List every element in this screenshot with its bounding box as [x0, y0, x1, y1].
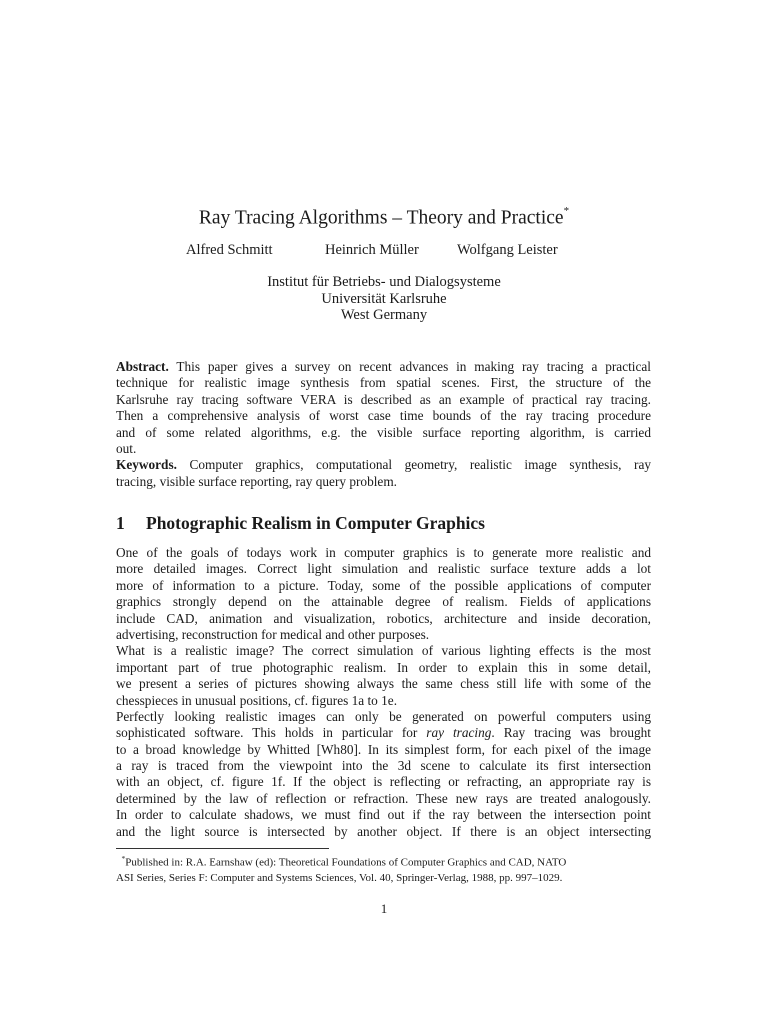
body-line: we present a series of pictures showing always the same chess still life with some of the [116, 676, 651, 692]
body-line: What is a realistic image? The correct simulation of various lighting effects is the most [116, 643, 651, 659]
abstract-line: out. [116, 440, 137, 456]
title-footnote-mark: * [563, 205, 570, 217]
body-line: Perfectly looking realistic images can only be generated on powerful computers using [116, 708, 651, 724]
abstract-line: Abstract. This paper gives a survey on recent advances in making ray tracing a practical [116, 359, 651, 374]
body-line: advertising, reconstruction for medical and other purposes. [116, 626, 430, 642]
body-line: with an object, cf. figure 1f. If the object is reflecting or refracting, an appropriate ray is [116, 774, 651, 790]
abstract-label: Abstract. [116, 359, 169, 374]
page-number: 1 [380, 901, 388, 916]
footnote-divider [116, 848, 329, 849]
body-line: include CAD, animation and visualization, robotics, architecture and inside decoration, [116, 610, 651, 626]
title-text: Ray Tracing Algorithms – Theory and Practice [198, 207, 564, 229]
body-line: to a broad knowledge by Whitted [Wh80]. In its simplest form, for each pixel of the image [116, 741, 651, 757]
body-line: graphics strongly depend on the attainable degree of realism. Fields of applications [116, 594, 651, 610]
emphasis-ray-tracing: ray tracing [426, 725, 492, 741]
affiliation-line: Universität Karlsruhe [321, 290, 447, 307]
abstract-line: Then a comprehensive analysis of worst case time bounds of the ray tracing procedure [116, 408, 651, 424]
keywords-label: Keywords. [116, 457, 177, 473]
abstract-line: technique for realistic image synthesis from spatial scenes. First, the structure of the [116, 375, 651, 391]
footnote [116, 851, 651, 887]
affiliation-line: Institut für Betriebs- und Dialogsysteme [267, 274, 501, 290]
body-line: important part of true photographic realism. In order to explain this in some detail, [116, 659, 651, 675]
body-line: sophisticated software. This holds in particular for ray tracing. Ray tracing was brought [116, 725, 651, 741]
author-name: Alfred Schmitt [186, 242, 273, 258]
section-title: Photographic Realism in Computer Graphics [146, 513, 485, 533]
body-text [116, 545, 651, 840]
body-line: determined by the law of reflection or refraction. These new rays are treated analogously. [116, 790, 651, 806]
body-line: One of the goals of todays work in computer graphics is to generate more realistic and [116, 545, 651, 560]
keywords-line: Keywords. Computer graphics, computational geometry, realistic image synthesis, ray [116, 457, 651, 473]
footnote-line: ASI Series, Series F: Computer and Systems Sciences, Vol. 40, Springer-Verlag, 1988, pp. 997–1029. [116, 872, 563, 885]
body-line: more detailed images. Correct light simulation and realistic surface texture adds a lot [116, 561, 651, 577]
section-heading [116, 512, 656, 534]
affiliation-line: West Germany [340, 307, 428, 323]
abstract-line: and of some related algorithms, e.g. the visible surface reporting algorithm, is carried [116, 424, 651, 440]
body-line: In order to calculate shadows, we must find out if the ray between the intersection point [116, 807, 651, 823]
author-list [0, 242, 768, 262]
section-number: 1 [116, 513, 125, 533]
footnote-mark: * [121, 854, 126, 863]
body-line: and the light source is intersected by another object. If there is an object intersecting [116, 823, 651, 839]
affiliation [0, 274, 768, 324]
keywords-line: tracing, visible surface reporting, ray query problem. [116, 473, 397, 489]
abstract [116, 359, 651, 490]
author-name: Heinrich Müller [325, 242, 419, 258]
paper-title [0, 200, 768, 232]
abstract-line: Karlsruhe ray tracing software VERA is described as an example of practical ray tracing. [116, 391, 651, 407]
body-line: a ray is traced from the viewpoint into the 3d scene to calculate its first intersection [116, 758, 651, 774]
author-name: Wolfgang Leister [457, 242, 558, 258]
footnote-line: *Published in: R.A. Earnshaw (ed): Theoretical Foundations of Computer Graphics and CAD, NATO [121, 854, 567, 869]
body-line: more of information to a picture. Today, some of the possible applications of computer [116, 577, 651, 593]
body-line: chesspieces in unusual positions, cf. figures 1a to 1e. [116, 692, 398, 708]
